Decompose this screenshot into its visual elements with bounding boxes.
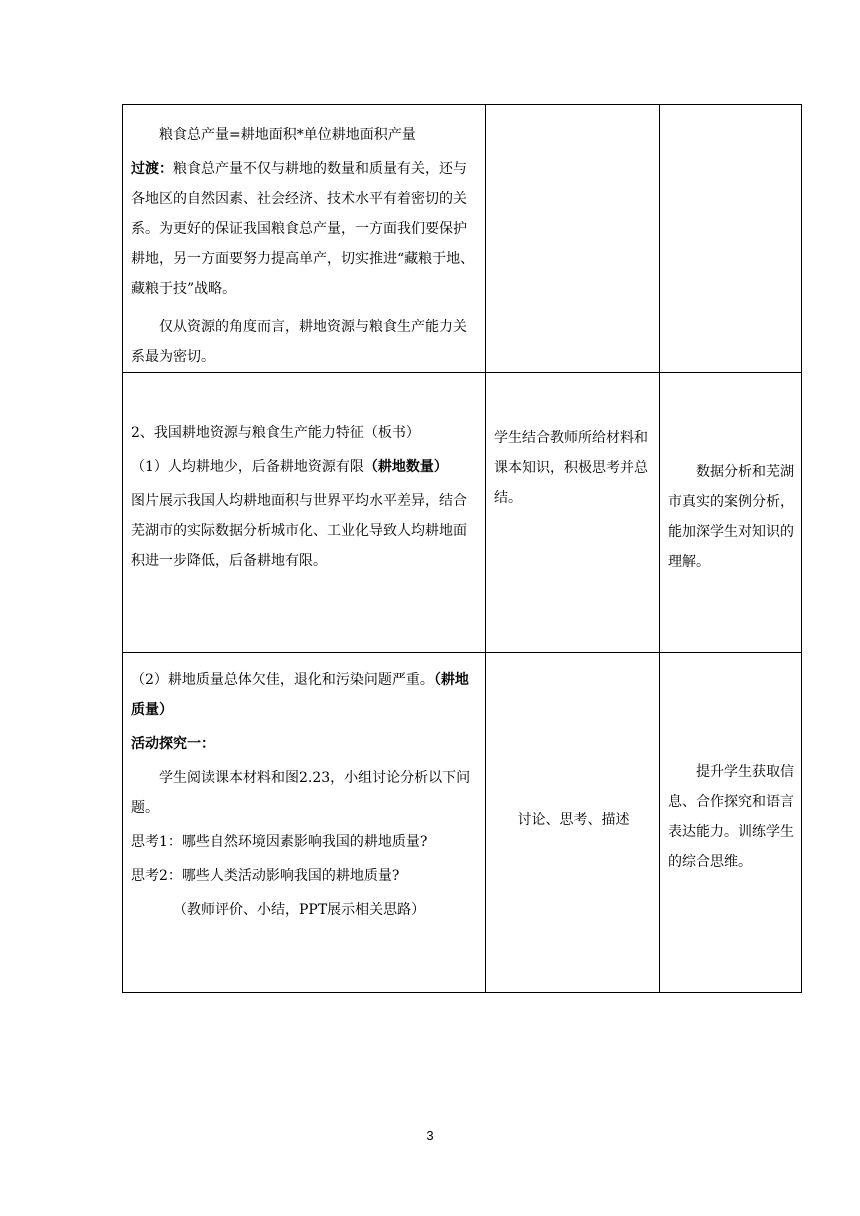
page-number: 3 bbox=[426, 1128, 434, 1143]
design-intent-text: 提升学生获取信息、合作探究和语言表达能力。训练学生的综合思维。 bbox=[668, 764, 794, 870]
activity-title: 活动探究一： bbox=[131, 736, 215, 752]
transition-text: 粮食总产量不仅与耕地的数量和质量有关，还与各地区的自然因素、社会经济、技术水平有着密切的关系。为更好的保证我国粮食总产量，一方面我们要保护耕地，另一方面要努力提高单产，切实推进“藏粮于地、藏粮于技”战略。 bbox=[131, 161, 475, 297]
design-intent-cell bbox=[660, 105, 802, 373]
lesson-plan-table bbox=[122, 104, 802, 993]
point1-bold: （耕地数量） bbox=[363, 459, 448, 475]
teaching-content-cell bbox=[123, 105, 486, 373]
question-2: 思考2：哪些人类活动影响我国的耕地质量? bbox=[131, 868, 400, 884]
activity-text: 学生阅读课本材料和图2.23，小组讨论分析以下问题。 bbox=[131, 770, 471, 816]
point2-text: （2）耕地质量总体欠佳，退化和污染问题严重。 bbox=[131, 672, 434, 688]
design-intent-cell bbox=[660, 373, 802, 653]
question-1: 思考1：哪些自然环境因素影响我国的耕地质量? bbox=[131, 834, 428, 850]
student-activity-text: 讨论、思考、描述 bbox=[517, 812, 630, 828]
table-row bbox=[123, 653, 802, 993]
teacher-note: （教师评价、小结，PPT展示相关思路） bbox=[173, 902, 426, 918]
design-intent-text: 数据分析和芜湖市真实的案例分析，能加深学生对知识的理解。 bbox=[668, 464, 794, 570]
point2-paragraph bbox=[131, 665, 479, 725]
point1-text: （1）人均耕地少，后备耕地资源有限 bbox=[131, 459, 364, 475]
student-activity-cell bbox=[486, 653, 660, 993]
description-text: 图片展示我国人均耕地面积与世界平均水平差异，结合芜湖市的实际数据分析城市化、工业化导致人均耕地面积进一步降低，后备耕地有限。 bbox=[131, 493, 467, 569]
transition-label: 过渡： bbox=[131, 161, 173, 177]
student-activity-cell bbox=[486, 373, 660, 653]
teaching-content-cell bbox=[123, 653, 486, 993]
section-heading: 2、我国耕地资源与粮食生产能力特征（板书） bbox=[131, 425, 420, 441]
table-row bbox=[123, 373, 802, 653]
resource-text: 仅从资源的角度而言，耕地资源与粮食生产能力关系最为密切。 bbox=[131, 319, 467, 365]
point1-paragraph bbox=[131, 452, 479, 482]
point2-bold: （耕地质量） bbox=[131, 672, 469, 718]
transition-paragraph bbox=[131, 154, 479, 304]
student-activity-text: 学生结合教师所给材料和课本知识，积极思考并总结。 bbox=[494, 430, 648, 506]
table-row bbox=[123, 105, 802, 373]
teaching-content-cell bbox=[123, 373, 486, 653]
student-activity-cell bbox=[486, 105, 660, 373]
formula-text: 粮食总产量=耕地面积*单位耕地面积产量 bbox=[159, 127, 416, 143]
design-intent-cell bbox=[660, 653, 802, 993]
